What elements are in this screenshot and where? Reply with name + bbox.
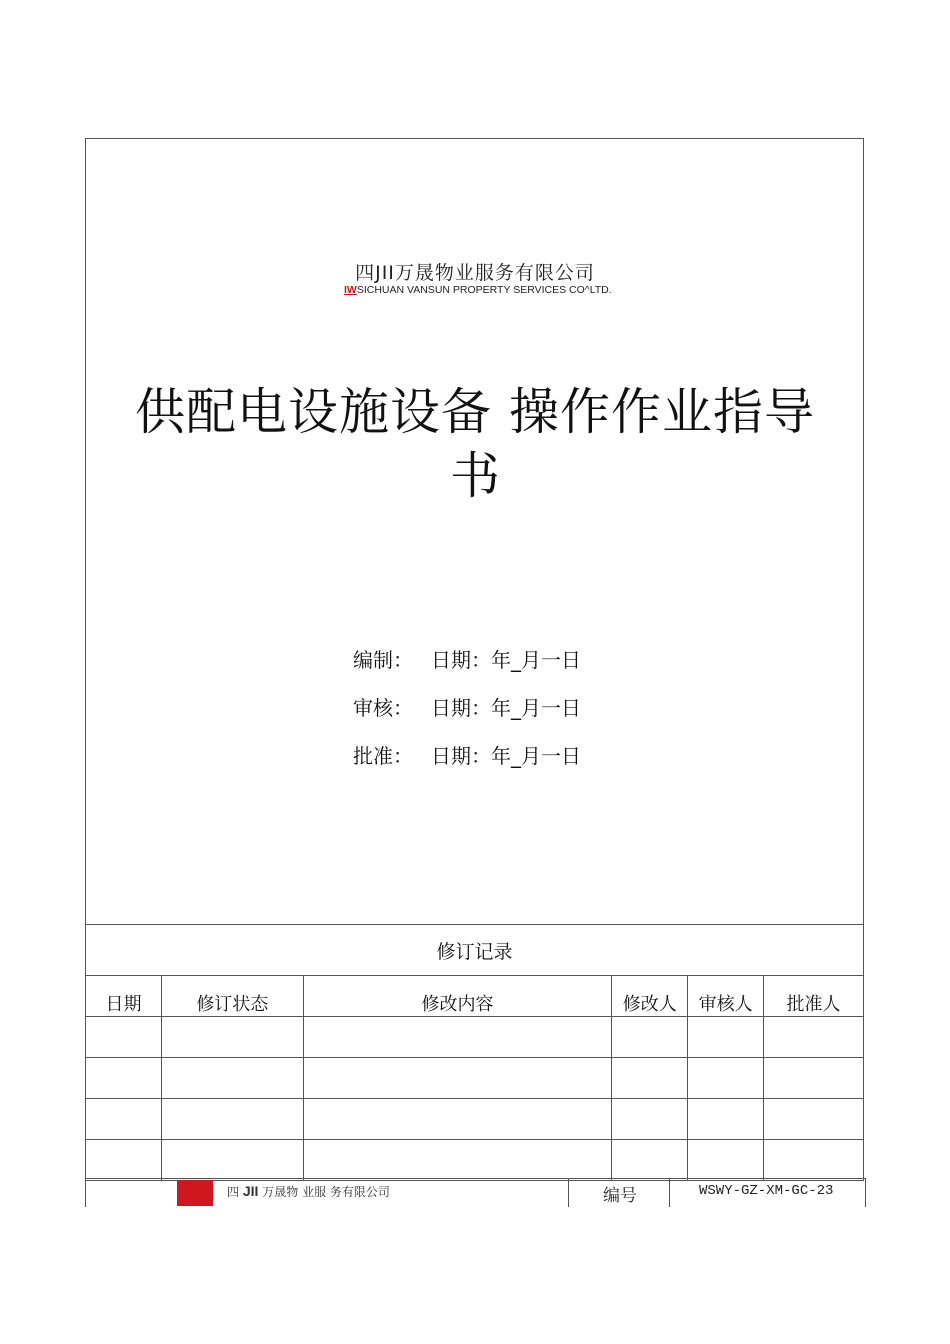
footer-number-value: WSWY-GZ-XM-GC-23 [699,1183,834,1199]
footer-divider [669,1179,670,1207]
signoff-compile [353,644,581,673]
table-cell [303,1099,612,1140]
table-cell [86,1058,162,1099]
footer-divider [85,1179,86,1207]
signoff-label: 批准： [353,744,413,768]
col-header-status: 修订状态 [161,976,303,1017]
table-row [86,1017,864,1058]
company-name-cn: 四JII万晟物业服务有限公司 [355,262,595,284]
table-cell [612,1099,688,1140]
table-cell [86,1140,162,1181]
page-footer [85,1178,866,1207]
signoff-review [353,692,581,721]
table-cell [612,1058,688,1099]
table-cell [161,1099,303,1140]
table-row [86,1058,864,1099]
signoff-label: 编制： [353,648,413,672]
col-header-content: 修改内容 [303,976,612,1017]
signoff-label: 审核： [353,696,413,720]
document-title [86,380,864,508]
footer-company-c: 万晟物 业服 务有限公司 [262,1185,390,1199]
footer-number-label: 编号 [603,1186,637,1206]
revision-caption: 修订记录 [86,925,864,976]
table-cell [764,1017,864,1058]
col-header-approver: 批准人 [764,976,864,1017]
table-cell [612,1017,688,1058]
title-line-2: 书 [450,447,500,505]
col-header-date: 日期 [86,976,162,1017]
table-cell [303,1017,612,1058]
revision-header-row [86,976,864,1017]
company-name-en [344,284,612,296]
table-row [86,1140,864,1181]
table-cell [764,1099,864,1140]
signoff-date: 日期：年_月一日 [431,648,581,672]
col-header-modifier: 修改人 [612,976,688,1017]
table-cell [303,1140,612,1181]
footer-company-a: 四 [227,1185,240,1199]
footer-company-b: JII [242,1183,259,1199]
table-cell [688,1017,764,1058]
col-header-reviewer: 审核人 [688,976,764,1017]
footer-company [227,1183,390,1200]
signoff-approve [353,740,581,769]
company-en-mark: IW [344,284,357,296]
signoff-date: 日期：年_月一日 [431,696,581,720]
revision-table [85,924,864,1181]
table-cell [612,1140,688,1181]
cover-frame [85,138,864,924]
footer-divider [865,1179,866,1207]
table-cell [86,1017,162,1058]
title-line-1: 供配电设施设备 操作作业指导 [135,383,815,441]
table-cell [688,1099,764,1140]
table-cell [86,1099,162,1140]
table-cell [688,1058,764,1099]
table-cell [303,1058,612,1099]
table-row [86,1099,864,1140]
table-cell [764,1058,864,1099]
table-cell [161,1017,303,1058]
signoff-date: 日期：年_月一日 [431,744,581,768]
footer-divider [568,1179,569,1207]
table-cell [764,1140,864,1181]
table-cell [688,1140,764,1181]
table-cell [161,1140,303,1181]
company-en-text: SICHUAN VANSUN PROPERTY SERVICES CO^LTD. [356,284,612,296]
footer-logo-block [177,1180,213,1206]
table-cell [161,1058,303,1099]
revision-caption-row [86,925,864,976]
